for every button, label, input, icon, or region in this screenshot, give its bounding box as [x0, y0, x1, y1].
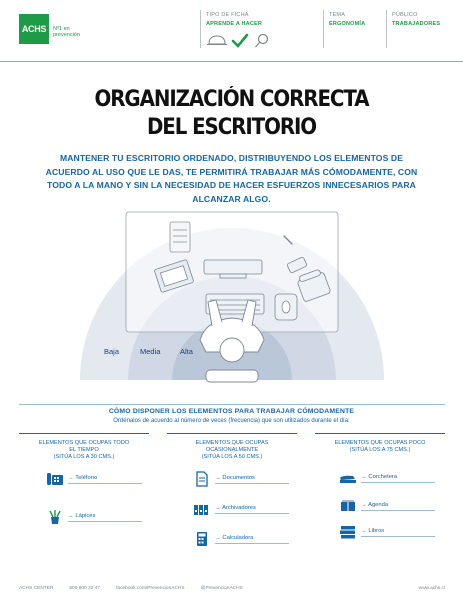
document-icon	[193, 471, 211, 487]
tema-label: TEMA	[329, 12, 346, 18]
binders-icon	[193, 501, 211, 517]
list-item	[339, 524, 435, 540]
list-item	[339, 498, 435, 514]
column-title: ELEMENTOS QUE OCUPAS OCASIONALMENTE (SITÚA LOS A 50 CMS.)	[195, 440, 269, 460]
zone-label-baja: Baja	[104, 347, 120, 356]
intro-text: MANTENER TU ESCRITORIO ORDENADO, DISTRIBUYENDO LOS ELEMENTOS DE ACUERDO AL USO QUE LE DAS, TE PERMITIRÁ TRABAJAR MÁS CÓMODAMENTE, CON TODO A LA MANO Y SIN LA NECESIDAD DE HACER ESFUERZOS INNECESARIOS PARA ALCANZAR ALGO.	[45, 153, 418, 204]
header-publico	[392, 12, 440, 27]
item-label: → Calculadora	[215, 535, 289, 544]
phone-icon	[46, 471, 64, 487]
ficha-value: APRENDE A HACER	[206, 21, 263, 27]
books-icon	[339, 524, 357, 540]
calculator-icon	[193, 531, 211, 547]
page-footer	[19, 586, 445, 591]
item-label: → Agenda	[361, 502, 435, 511]
header-icons	[206, 32, 272, 50]
header-divider	[200, 10, 201, 48]
list-item	[46, 509, 142, 525]
section-title: CÓMO DISPONER LOS ELEMENTOS PARA TRABAJAR CÓMODAMENTE	[108, 408, 355, 415]
achs-logo: ACHS	[19, 14, 49, 44]
footer-facebook[interactable]: facebook.com/PrevencionACHS	[116, 586, 185, 591]
footer-phone: 600 600 22 47	[69, 586, 101, 591]
column-occasional	[167, 433, 297, 461]
item-label: → Lápices	[68, 513, 142, 522]
page-header	[0, 0, 463, 62]
zone-label-media: Media	[140, 347, 161, 356]
agenda-icon	[339, 498, 357, 514]
list-item	[46, 471, 142, 487]
publico-value: TRABAJADORES	[392, 21, 441, 27]
section-subtitle: Ordénalos de acuerdo al número de veces (frecuencia) que son utilizados durante el día:	[113, 418, 350, 424]
column-title: ELEMENTOS QUE OCUPAS TODO EL TIEMPO (SITÚA LOS A 30 CMS.)	[38, 440, 130, 460]
header-divider	[386, 10, 387, 48]
header-tema	[329, 12, 365, 27]
item-label: → Libros	[361, 528, 435, 537]
item-label: → Documentos	[215, 475, 289, 484]
list-item	[193, 531, 289, 547]
list-item	[193, 501, 289, 517]
publico-label: PÚBLICO	[392, 12, 418, 18]
hard-hat-icon	[207, 36, 227, 45]
desk-illustration	[0, 190, 463, 405]
item-label: → Archivadores	[215, 505, 289, 514]
footer-twitter[interactable]: @PrevencionACHS	[200, 586, 243, 591]
tema-value: ERGONOMÍA	[329, 21, 366, 27]
organizer-tray	[170, 222, 190, 252]
header-ficha	[206, 12, 262, 27]
magnifier-icon	[256, 35, 268, 48]
mouse	[275, 294, 297, 320]
section-divider	[19, 404, 445, 405]
title-line-2: DEL ESCRITORIO	[146, 115, 317, 140]
stapler-icon	[339, 470, 357, 486]
title-line-1: ORGANIZACIÓN CORRECTA	[94, 87, 369, 112]
zone-label-alta: Alta	[180, 347, 193, 356]
column-rarely	[315, 433, 445, 454]
footer-web[interactable]: www.achs.cl	[418, 586, 445, 591]
column-title: ELEMENTOS QUE OCUPAS POCO (SITÚA LOS A 75 CMS.)	[334, 440, 426, 453]
header-divider	[323, 10, 324, 48]
list-item	[339, 470, 435, 486]
pencils-icon	[46, 509, 64, 525]
list-item	[193, 471, 289, 487]
item-label: → Teléfono	[68, 475, 142, 484]
item-label: → Corchetera	[361, 474, 435, 483]
logo-tagline: Nº1 en prevención	[53, 26, 80, 38]
page-title	[23, 86, 440, 142]
checkmark-icon	[233, 35, 247, 46]
ficha-label: TIPO DE FICHA	[206, 12, 249, 18]
column-always	[19, 433, 149, 461]
footer-org: ACHS CENTER	[19, 586, 54, 591]
